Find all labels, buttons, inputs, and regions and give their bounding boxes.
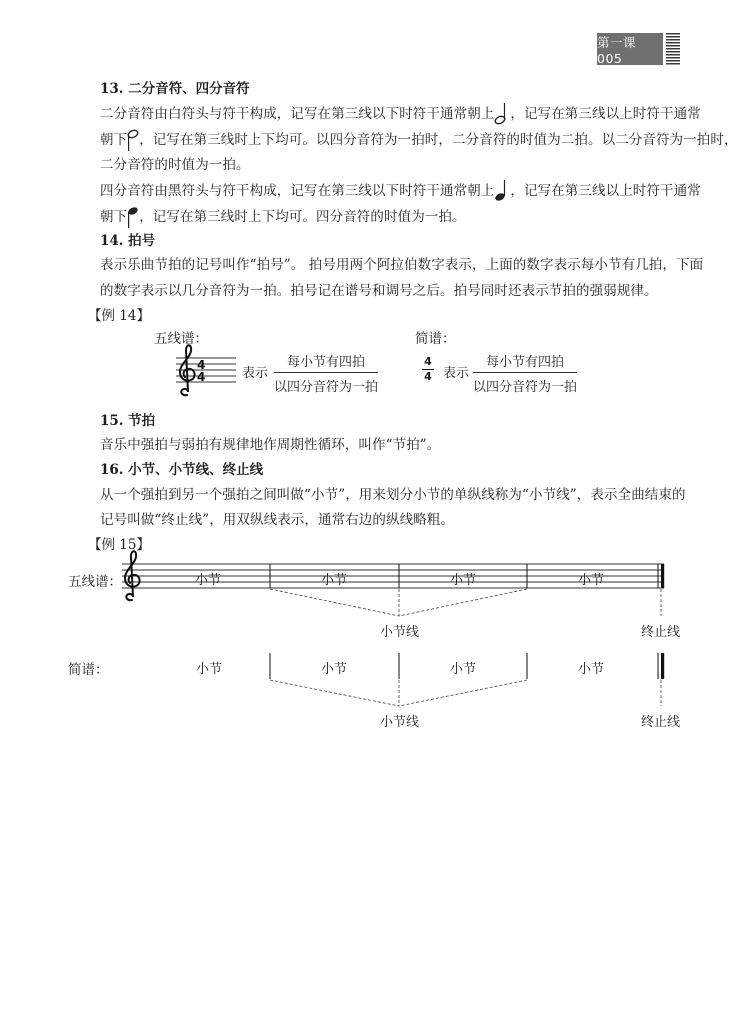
example-15-staff-label: 五线谱： [68, 574, 122, 590]
section-15-heading: 15. 节拍 [100, 413, 156, 429]
example-14-jianpu-means: 表示 [443, 366, 470, 381]
jianpu-final-thick [661, 653, 664, 679]
jianpu-barline-caption: 小节线 [380, 715, 420, 730]
header-stripes-decoration [666, 33, 680, 65]
example-14-jianpu-fraction [473, 351, 577, 395]
staff-barline-caption: 小节线 [380, 625, 420, 640]
section-13-heading: 13. 二分音符、四分音符 [100, 81, 250, 97]
jianpu-measure-label-2: 小节 [321, 662, 348, 677]
example-15-label: 【例 15】 [88, 537, 150, 553]
section-13-p1-line2: 朝下 ，记写在第三线时上下均可。以四分音符为一拍时，二分音符的时值为二拍。以二分音符为一拍时， [100, 128, 738, 152]
staff-final-caption: 终止线 [641, 625, 681, 640]
example-14-staff-fraction [274, 351, 378, 395]
section-16-heading: 16. 小节、小节线、终止线 [100, 462, 264, 478]
example-14-jianpu-label: 简谱： [415, 331, 456, 347]
chapter-page-tab [597, 33, 663, 65]
example-14-label: 【例 14】 [88, 308, 150, 324]
section-13-p1-line1: 二分音符由白符头与符干构成，记写在第三线以下时符干通常朝上 ，记写在第三线以上时符干通常 [100, 102, 701, 124]
treble-clef-icon [125, 551, 140, 600]
fraction-numerator: 每小节有四拍 [274, 351, 378, 373]
time-signature-bottom: 4 [197, 370, 206, 384]
half-note-stem-down-icon [127, 130, 139, 152]
section-16-line2: 记号叫做“终止线”，用双纵线表示，通常右边的纵线略粗。 [100, 512, 455, 528]
time-signature-top: 4 [197, 358, 206, 372]
section-16-line1: 从一个强拍到另一个强拍之间叫做“小节”，用来划分小节的单纵线称为“小节线”，表示全曲结束的 [100, 487, 686, 503]
staff-measure-label-2: 小节 [321, 573, 348, 588]
example-15-jianpu-label: 简谱： [68, 662, 109, 678]
staff-measure-label-3: 小节 [450, 573, 477, 588]
quarter-note-stem-down-icon [127, 207, 139, 229]
fraction-numerator: 每小节有四拍 [473, 351, 577, 373]
section-13-p2-line1: 四分音符由黑符头与符干构成，记写在第三线以下时符干通常朝上 ，记写在第三线以上时符干通常 [100, 179, 701, 201]
section-13-p2-line2: 朝下 ，记写在第三线时上下均可。四分音符的时值为一拍。 [100, 205, 466, 229]
chapter-page-text: 第一课 005 [597, 34, 637, 66]
example-14-staff-means: 表示 [242, 366, 269, 381]
jianpu-measure-label-4: 小节 [578, 662, 605, 677]
staff-measure-label-1: 小节 [195, 573, 222, 588]
half-note-stem-up-icon [494, 102, 510, 124]
fraction-denominator: 以四分音符为一拍 [473, 380, 578, 395]
jianpu-final-caption: 终止线 [641, 715, 681, 730]
example-14-time-signature [197, 358, 205, 384]
jianpu-time-signature: 4 4 [422, 357, 434, 382]
jianpu-measure-label-1: 小节 [196, 662, 223, 677]
section-13-p1-line3: 二分音符的时值为一拍。 [100, 157, 250, 173]
section-14-heading: 14. 拍号 [100, 233, 156, 249]
quarter-note-stem-up-icon [494, 179, 510, 201]
staff-measure-label-4: 小节 [578, 573, 605, 588]
example-14-staff-label: 五线谱： [154, 331, 208, 347]
example-15-jianpu-connectors [270, 680, 661, 706]
section-14-line2: 的数字表示以几分音符为一拍。拍号记在谱号和调号之后。拍号同时还表示节拍的强弱规律。 [100, 283, 658, 299]
example-15-staff-connectors [270, 589, 661, 616]
fraction-denominator: 以四分音符为一拍 [274, 380, 379, 395]
treble-clef-icon [180, 345, 195, 395]
jianpu-measure-label-3: 小节 [450, 662, 477, 677]
staff-final-thick [661, 564, 664, 588]
example-14-staff-lines [176, 358, 236, 382]
section-14-line1: 表示乐曲节拍的记号叫作“拍号”。 拍号用两个阿拉伯数字表示，上面的数字表示每小节有几拍，下面 [100, 257, 704, 273]
section-15-line1: 音乐中强拍与弱拍有规律地作周期性循环，叫作“节拍”。 [100, 437, 441, 453]
